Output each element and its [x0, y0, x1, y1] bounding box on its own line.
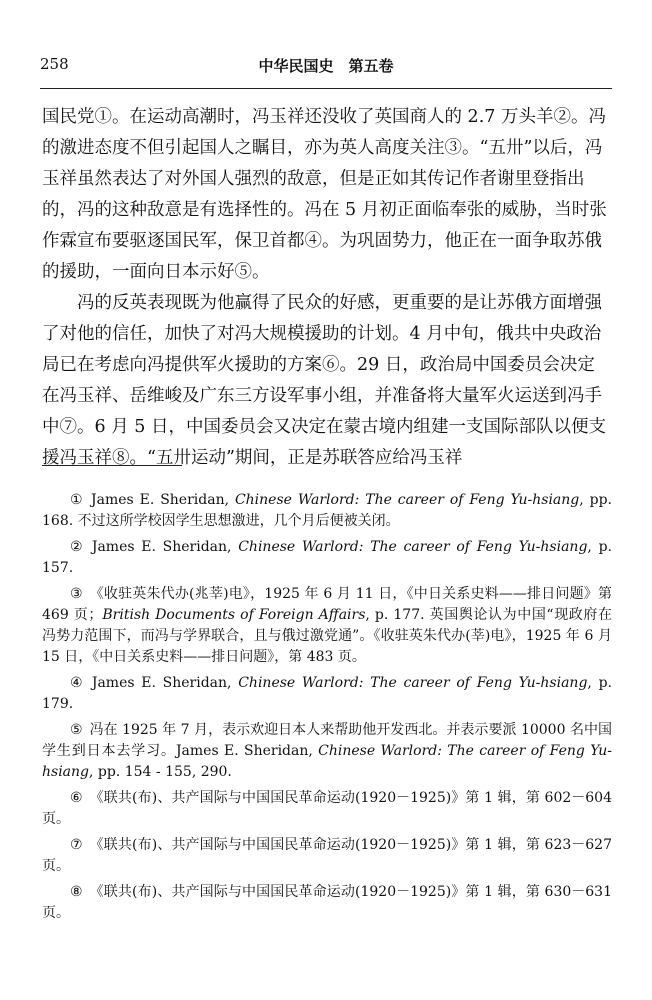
footnote	[42, 720, 612, 783]
footnote-title: Chinese Warlord: The career of Feng Yu-hsiang	[234, 492, 580, 508]
footnote-mark: ⑧	[70, 884, 83, 900]
footnote-text: , p. 179.	[42, 675, 612, 712]
footnote-mark: ①	[70, 492, 85, 508]
running-title: 中华民国史 第五卷	[258, 57, 394, 75]
footnote-title: Chinese Warlord: The career of Feng Yu-hsiang	[238, 539, 588, 555]
footnote	[42, 490, 612, 532]
body-paragraph: 国民党①。在运动高潮时，冯玉祥还没收了英国商人的 2.7 万头羊②。冯的激进态度不但引起国人之瞩目，亦为英人高度关注③。“五卅”以后，冯玉祥虽然表达了对外国人强烈的敌意，但是正如其传记作者谢里登指出的，冯的这种敌意是有选择性的。冯在 5 月初正面临奉张的威胁，当时张作霖宣布要驱逐国民军，保卫首都④。为巩固势力，他正在一面争取苏俄的援助，一面向日本示好⑤。	[42, 107, 607, 282]
body-paragraph: 冯的反英表现既为他赢得了民众的好感，更重要的是让苏俄方面增强了对他的信任，加快了对冯大规模援助的计划。4 月中旬，俄共中央政治局已在考虑向冯提供军火援助的方案⑥。29 日，政治局中国委员会决定在冯玉祥、岳维峻及广东三方设军事小组，并准备将大量军火运送到冯手中⑦。6 月 5 日，中国委员会又决定在蒙古境内组建一支国际部队以便支援冯玉祥⑧。“五卅运动”期间，正是苏联答应给冯玉祥	[42, 293, 606, 468]
footnote	[42, 673, 612, 715]
footnote-text: James E. Sheridan,	[91, 675, 239, 691]
footnote-text: 冯在 1925 年 7 月，表示欢迎日本人来帮助他开发西北。并表示要派 10000 名中国学生到日本去学习。James E. Sheridan,	[42, 722, 612, 759]
body-text	[42, 102, 612, 474]
footnote	[42, 788, 612, 830]
footnote-mark: ④	[70, 675, 85, 691]
footnote-text: , pp. 154 - 155, 290.	[89, 764, 232, 780]
footnote-title: Chinese Warlord: The career of Feng Yu-hsiang	[238, 675, 588, 691]
page-number: 258	[40, 55, 69, 73]
footnote-text: 《联共(布)、共产国际与中国国民革命运动(1920－1925)》第 1 辑，第 602－604 页。	[42, 790, 612, 827]
footnote-mark: ⑥	[70, 790, 83, 806]
footnote-title: British Documents of Foreign Affairs	[102, 607, 366, 623]
footnote	[42, 835, 612, 877]
footnote-text: , p. 177. 英国舆论认为中国“现政府在冯势力范围下，而冯与学界联合，且与俄过激党通”。《收驻英朱代办(莘)电》，1925 年 6 月 15 日，《中日关系史料——排日问题》，第 483 页。	[42, 607, 613, 665]
footnote-title: Chinese Warlord: The career of Feng Yu-hsiang	[42, 743, 612, 780]
footnote-mark: ⑦	[70, 837, 83, 853]
footnote-rule	[42, 465, 182, 466]
footnote-text: 《联共(布)、共产国际与中国国民革命运动(1920－1925)》第 1 辑，第 630－631 页。	[42, 884, 612, 921]
footnote	[42, 584, 612, 668]
footnote-text: James E. Sheridan,	[91, 539, 239, 555]
footnotes	[42, 490, 612, 929]
footnote-text: James E. Sheridan,	[91, 492, 235, 508]
footnote	[42, 537, 612, 579]
footnote-text: 《联共(布)、共产国际与中国国民革命运动(1920－1925)》第 1 辑，第 623－627 页。	[42, 837, 612, 874]
footnote-mark: ③	[70, 586, 83, 602]
footnote-mark: ②	[70, 539, 85, 555]
footnote-text: , pp. 168. 不过这所学校因学生思想激进，几个月后便被关闭。	[42, 492, 612, 529]
footnote-text: 《收驻英朱代办(兆莘)电》，1925 年 6 月 11 日，《中日关系史料——排日问题》第 469 页；	[42, 586, 612, 623]
footnote-text: , p. 157.	[42, 539, 612, 576]
footnote-mark: ⑤	[70, 722, 83, 738]
footnote	[42, 882, 612, 924]
header-rule	[40, 88, 612, 89]
